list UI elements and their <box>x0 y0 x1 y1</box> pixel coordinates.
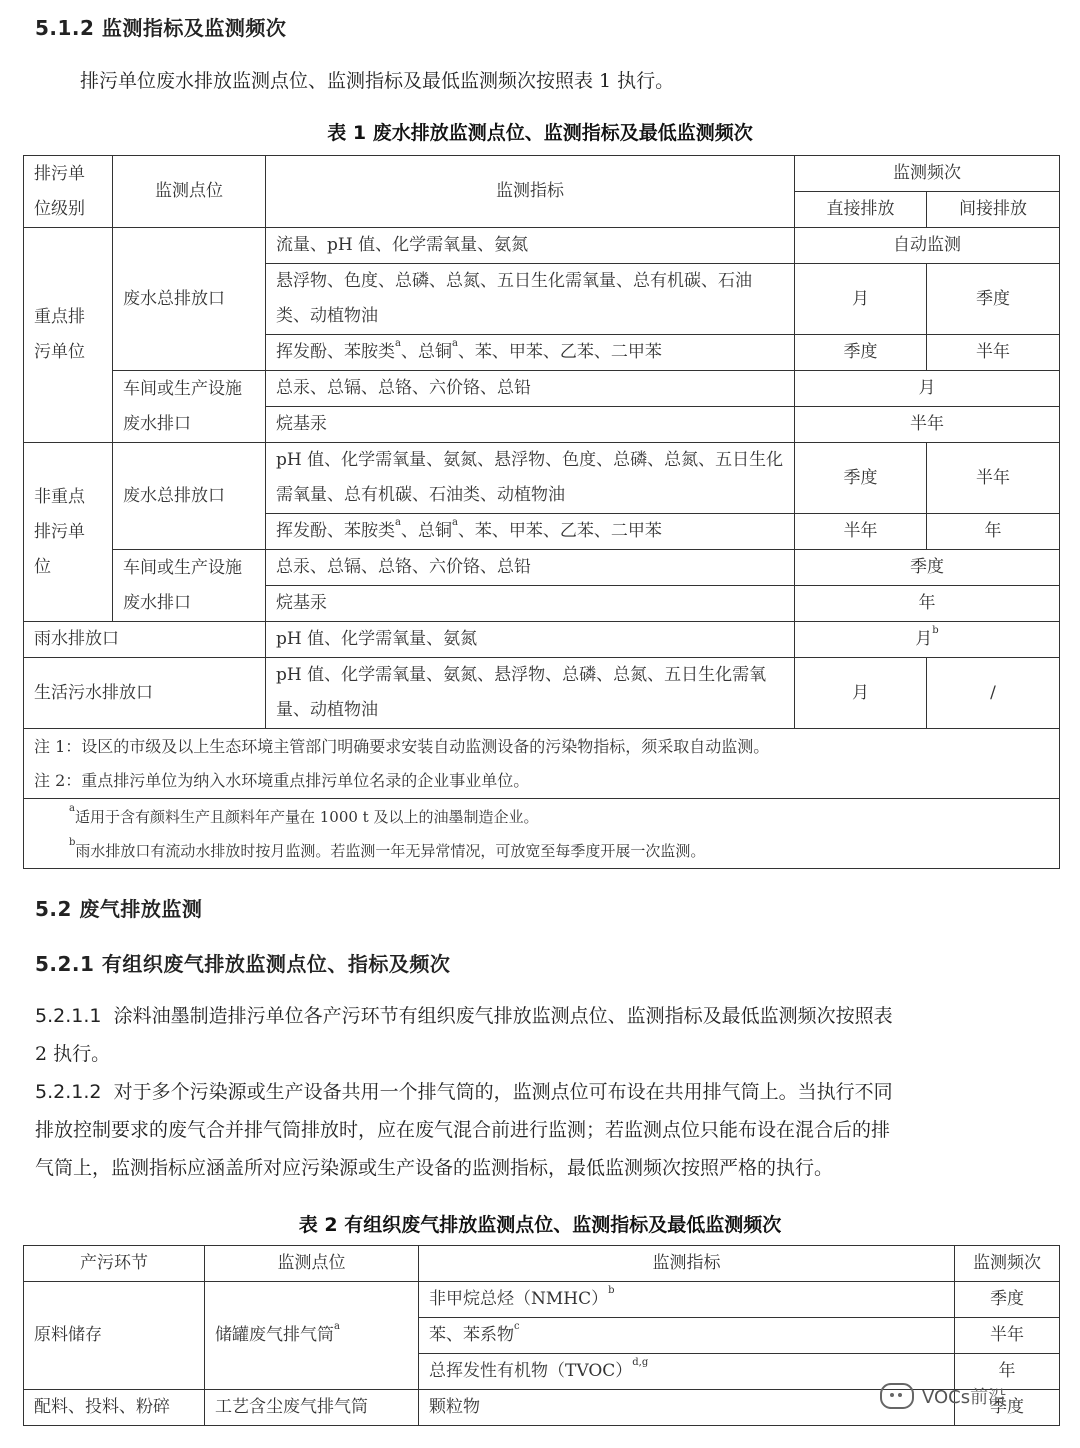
header-frequency: 监测频次 <box>955 1246 1060 1282</box>
intro-paragraph: 排污单位废水排放监测点位、监测指标及最低监测频次按照表 1 执行。 <box>80 70 675 92</box>
cell-indicator: pH 值、化学需氧量、氨氮 <box>266 622 795 658</box>
header-stage: 产污环节 <box>24 1246 205 1282</box>
cell-nonkey-unit: 非重点排污单位 <box>24 443 113 622</box>
cell-frequency: 半年 <box>795 407 1060 443</box>
cell-workshop-outlet: 车间或生产设施废水排口 <box>113 371 266 443</box>
cell-direct: 季度 <box>795 443 927 514</box>
cell-key-unit: 重点排污单位 <box>24 228 113 443</box>
cell-direct: 月 <box>795 658 927 729</box>
cell-indirect: 年 <box>927 514 1060 550</box>
cell-frequency: 季度 <box>795 550 1060 586</box>
cell-indirect: 半年 <box>927 335 1060 371</box>
section-heading-5-1-2: 5.1.2 监测指标及监测频次 <box>35 16 287 40</box>
header-indirect: 间接排放 <box>927 192 1060 228</box>
cell-indicator: pH 值、化学需氧量、氨氮、悬浮物、色度、总磷、总氮、五日生化需氧量、总有机碳、石油类、动植物油 <box>266 443 795 514</box>
cell-indicator: 烷基汞 <box>266 407 795 443</box>
footnote-b: $^b$雨水排放口有流动水排放时按月监测。若监测一年无异常情况，可放宽至每季度开展一次监测。 <box>69 836 706 860</box>
cell-frequency: 月 <box>795 371 1060 407</box>
cell-frequency: 自动监测 <box>795 228 1060 264</box>
cell-indicator: 总汞、总镉、总铬、六价铬、总铅 <box>266 371 795 407</box>
cell-indicator: 颗粒物 <box>419 1390 955 1426</box>
section-heading-5-2-1: 5.2.1 有组织废气排放监测点位、指标及频次 <box>35 952 451 976</box>
cell-indicator: pH 值、化学需氧量、氨氮、悬浮物、总磷、总氮、五日生化需氧量、动植物油 <box>266 658 795 729</box>
cell-indirect: 季度 <box>927 264 1060 335</box>
cell-frequency: 月$^b$ <box>795 622 1060 658</box>
watermark <box>880 1383 1006 1409</box>
header-point: 监测点位 <box>113 156 266 228</box>
cell-indicator: 悬浮物、色度、总磷、总氮、五日生化需氧量、总有机碳、石油类、动植物油 <box>266 264 795 335</box>
cell-indirect: 半年 <box>927 443 1060 514</box>
header-frequency: 监测频次 <box>795 156 1060 192</box>
cell-frequency: 年 <box>955 1354 1060 1390</box>
cell-direct: 月 <box>795 264 927 335</box>
cell-indicator: 总挥发性有机物（TVOC）$^{d,g}$ <box>419 1354 955 1390</box>
paragraph-5-2-1-1: 5.2.1.1 涂料油墨制造排污单位各产污环节有组织废气排放监测点位、监测指标及最低监测频次按照表 2 执行。 <box>35 1005 893 1065</box>
cell-direct: 季度 <box>795 335 927 371</box>
footnote-a: $^a$适用于含有颜料生产且颜料年产量在 1000 t 及以上的油墨制造企业。 <box>69 802 539 826</box>
cell-frequency: 半年 <box>955 1318 1060 1354</box>
header-level: 排污单位级别 <box>24 156 113 228</box>
section-heading-5-2: 5.2 废气排放监测 <box>35 897 203 921</box>
note-2: 注 2：重点排污单位为纳入水环境重点排污单位名录的企业事业单位。 <box>34 770 530 790</box>
table1-notes <box>24 729 1060 799</box>
cell-indicator: 挥发酚、苯胺类$^a$、总铜$^a$、苯、甲苯、乙苯、二甲苯 <box>266 514 795 550</box>
cell-indicator: 流量、pH 值、化学需氧量、氨氮 <box>266 228 795 264</box>
cell-indirect: / <box>927 658 1060 729</box>
table1-footnotes <box>24 799 1060 869</box>
cell-indicator: 挥发酚、苯胺类$^a$、总铜$^a$、苯、甲苯、乙苯、二甲苯 <box>266 335 795 371</box>
cell-indicator: 总汞、总镉、总铬、六价铬、总铅 <box>266 550 795 586</box>
cell-indicator: 非甲烷总烃（NMHC）$^b$ <box>419 1282 955 1318</box>
cell-point-tank: 储罐废气排气筒$^a$ <box>205 1282 419 1390</box>
cell-stage-storage: 原料储存 <box>24 1282 205 1390</box>
cell-stage-mixing: 配料、投料、粉碎 <box>24 1390 205 1426</box>
cell-frequency: 季度 <box>955 1390 1060 1426</box>
cell-direct: 半年 <box>795 514 927 550</box>
table1-caption: 表 1 废水排放监测点位、监测指标及最低监测频次 <box>327 122 753 144</box>
header-indicator: 监测指标 <box>266 156 795 228</box>
header-direct: 直接排放 <box>795 192 927 228</box>
table1 <box>23 155 1060 869</box>
cell-total-outlet: 废水总排放口 <box>113 443 266 550</box>
cell-domestic-outlet: 生活污水排放口 <box>24 658 266 729</box>
header-indicator: 监测指标 <box>419 1246 955 1282</box>
cell-total-outlet: 废水总排放口 <box>113 228 266 371</box>
paragraph-5-2-1-2: 5.2.1.2 对于多个污染源或生产设备共用一个排气筒的，监测点位可布设在共用排气筒上。当执行不同 排放控制要求的废气合并排气筒排放时，应在废气混合前进行监测；若监测点位只能布设在混合后的排 气筒上，监测指标应涵盖所对应污染源或生产设备的监测指标，最低监测频次按照严格的执行。 <box>35 1081 893 1179</box>
note-1: 注 1：设区的市级及以上生态环境主管部门明确要求安装自动监测设备的污染物指标，须采取自动监测。 <box>34 736 770 756</box>
cell-indicator: 烷基汞 <box>266 586 795 622</box>
cell-rain-outlet: 雨水排放口 <box>24 622 266 658</box>
cell-frequency: 季度 <box>955 1282 1060 1318</box>
cell-indicator: 苯、苯系物$^c$ <box>419 1318 955 1354</box>
cell-frequency: 年 <box>795 586 1060 622</box>
cell-point-dust: 工艺含尘废气排气筒 <box>205 1390 419 1426</box>
wechat-icon <box>880 1383 914 1409</box>
watermark-text: VOCs前沿 <box>922 1387 1007 1408</box>
header-point: 监测点位 <box>205 1246 419 1282</box>
table2-caption: 表 2 有组织废气排放监测点位、监测指标及最低监测频次 <box>298 1214 782 1236</box>
cell-workshop-outlet: 车间或生产设施废水排口 <box>113 550 266 622</box>
